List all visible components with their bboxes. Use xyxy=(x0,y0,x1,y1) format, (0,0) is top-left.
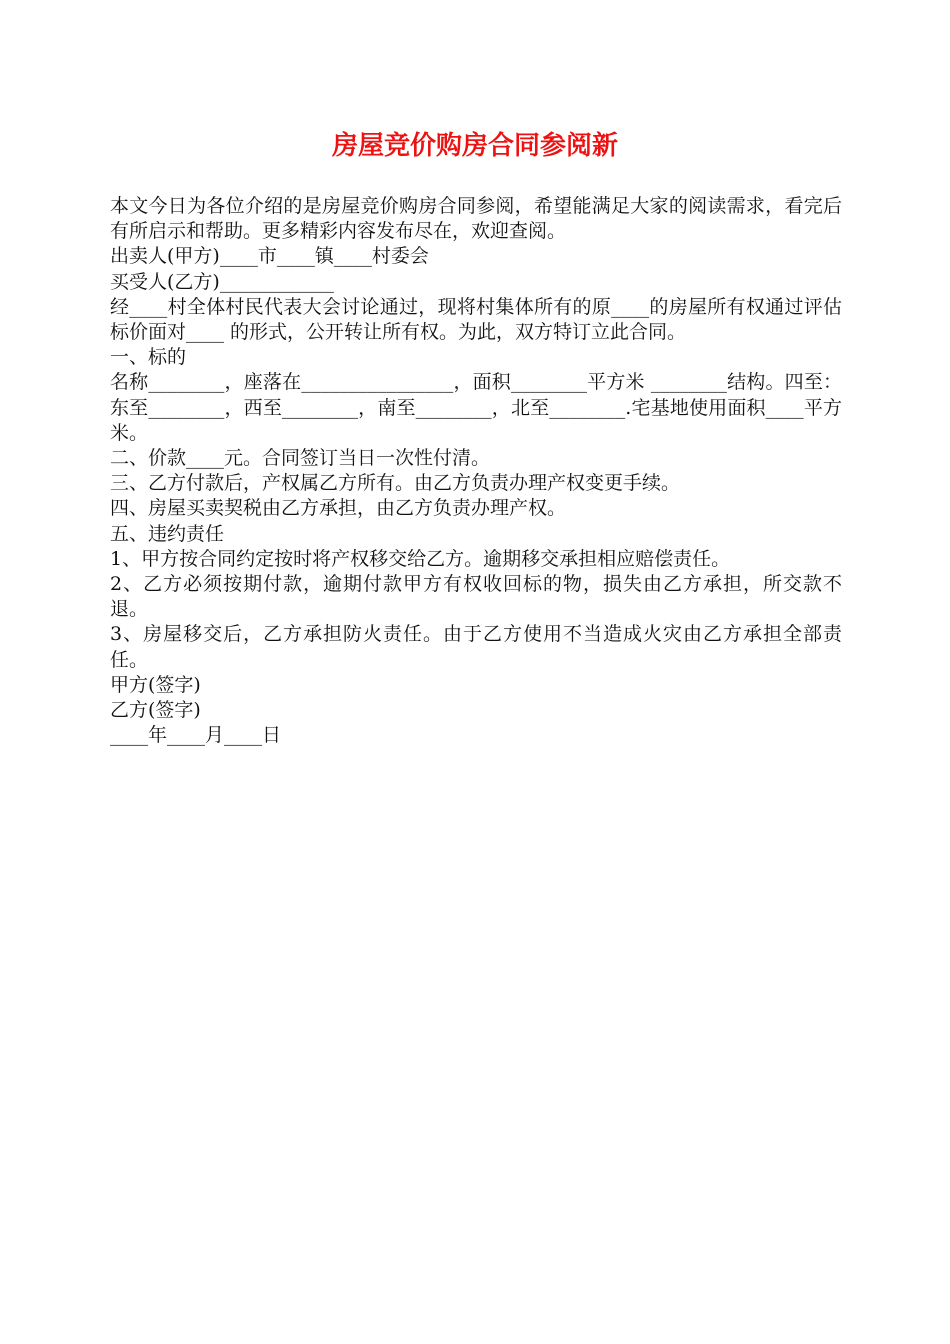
party-a-signature-line: 甲方(签字) xyxy=(110,673,201,696)
section-heading-subject: 一、标的 xyxy=(110,346,187,369)
liability-item-2: 2、乙方必须按期付款，逾期付款甲方有权收回标的物，损失由乙方承担，所交款不退。 xyxy=(110,573,842,621)
date-line: ____年____月____日 xyxy=(110,724,282,747)
liability-item-1: 1、甲方按合同约定按时将产权移交给乙方。逾期移交承担相应赔偿责任。 xyxy=(110,547,731,570)
ownership-clause: 三、乙方付款后，产权属乙方所有。由乙方负责办理产权变更手续。 xyxy=(110,472,681,495)
seller-line: 出卖人(甲方)____市____镇____村委会 xyxy=(110,245,429,268)
party-b-signature-line: 乙方(签字) xyxy=(110,699,201,722)
buyer-line: 买受人(乙方)____________ xyxy=(110,270,334,293)
preamble-paragraph: 经____村全体村民代表大会讨论通过，现将村集体所有的原____的房屋所有权通过评估标价面对____ 的形式，公开转让所有权。为此，双方特订立此合同。 xyxy=(110,295,842,344)
document-body xyxy=(110,194,842,748)
document-title: 房屋竞价购房合同参阅新 xyxy=(331,131,618,161)
liability-item-3: 3、房屋移交后，乙方承担防火责任。由于乙方使用不当造成火灾由乙方承担全部责任。 xyxy=(110,623,842,671)
tax-clause: 四、房屋买卖契税由乙方承担，由乙方负责办理产权。 xyxy=(110,497,567,520)
subject-details-paragraph: 名称________，座落在________________，面积________平方米 ________结构。四至：东至________，西至________，南至________，北至________.宅基地使用面积____平方米。 xyxy=(110,371,842,444)
intro-paragraph: 本文今日为各位介绍的是房屋竞价购房合同参阅，希望能满足大家的阅读需求，看完后有所启示和帮助。更多精彩内容发布尽在，欢迎查阅。 xyxy=(110,195,842,243)
price-clause: 二、价款____元。合同签订当日一次性付清。 xyxy=(110,447,491,470)
section-heading-liability: 五、违约责任 xyxy=(110,522,225,545)
